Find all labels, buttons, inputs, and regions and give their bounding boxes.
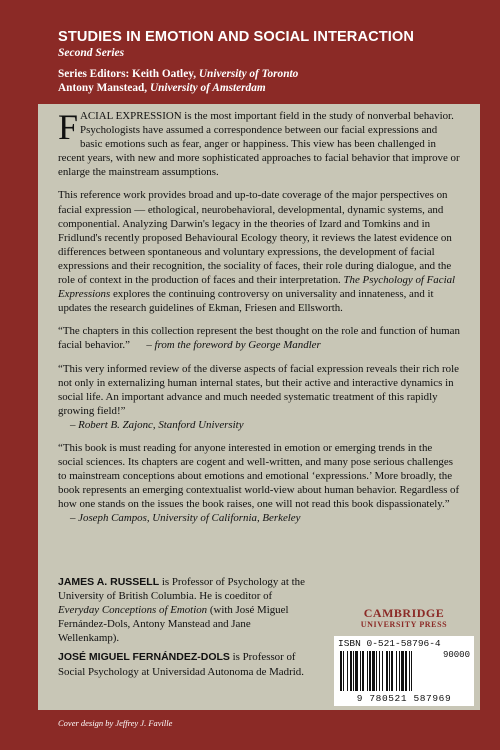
quote-mandler	[58, 324, 460, 352]
barcode-bar	[347, 651, 348, 691]
barcode-bar	[372, 651, 375, 691]
editors-line-2	[58, 81, 298, 95]
barcode-bar	[355, 651, 358, 691]
barcode-icon	[340, 651, 436, 691]
barcode-bar	[382, 651, 383, 691]
author2-bio-text: is Professor of Social Psychology at Universidad Autonoma de Madrid.	[58, 651, 304, 678]
barcode-bar	[411, 651, 412, 691]
publisher-press: UNIVERSITY PRESS	[360, 620, 448, 629]
barcode-bar	[379, 651, 380, 691]
barcode-bar	[367, 651, 368, 691]
editor2-name: Antony Manstead,	[58, 82, 150, 94]
publisher-logo	[334, 606, 474, 629]
barcode-bar	[396, 651, 397, 691]
series-subtitle: Second Series	[58, 47, 125, 59]
editor1-affiliation: University of Toronto	[198, 68, 299, 80]
barcode-bar	[343, 651, 344, 691]
barcode-bar	[399, 651, 400, 691]
barcode-bar	[389, 651, 390, 691]
quote-campos-text: “This book is must reading for anyone interested in emotion or emerging trends in the social sciences. Its chapters are cogent and well-written, and many pose serious challenges to mainstream conceptions about emotions and emotional ‘expressions.’ More broadly, the book represents an emerging contextualist world-view about human behavior. Regardless of how one stands on the issues the book raises, one will not read this book dispassionately.”	[58, 441, 460, 511]
author-bios	[58, 575, 308, 679]
description-text: This reference work provides broad and up-to-date coverage of the major perspectives on facial expression — ethological, neurobehavioral, developmental, dynamic systems, and componential. Analyzing Darwin's legacy in the theories of Izard and Tomkins and in Fridlund's recently proposed Behavioural Ecology theory, it reviews the latest evidence on differences between spontaneous and voluntary expressions, the development of facial expressions and their recognition, the sociality of faces, their role during dialogue, and the role of context in the production of faces and their interpretation.	[58, 189, 452, 287]
barcode-bar	[405, 651, 407, 691]
description-tail: explores the continuing controversy on universality and innateness, and it updates the research guidelines of Ekman, Friesen and Ellsworth.	[58, 288, 434, 315]
author2-bio	[58, 650, 308, 678]
drop-cap: F	[58, 107, 79, 147]
quote-mandler-text: “The chapters in this collection represent the best thought on the role and function of human facial behavior.”	[58, 325, 460, 352]
quote-zajonc-text: “This very informed review of the diverse aspects of facial expression reveals their rich role not only in externalizing human internal states, but their active and interactive dynamics in social life. An important advance and much needed systematic treatment of this rapidly growing field!”	[58, 362, 459, 417]
quote-campos	[58, 441, 460, 526]
editor2-affiliation: University of Amsterdam	[149, 82, 266, 94]
author1-bio-text: is Professor of Psychology at the University of British Columbia. He is coeditor of	[58, 576, 305, 603]
publisher-name: CAMBRIDGE	[363, 606, 445, 620]
barcode-bar	[391, 651, 393, 691]
series-title: STUDIES IN EMOTION AND SOCIAL INTERACTION	[58, 29, 414, 45]
series-header	[0, 0, 500, 100]
barcode-bar	[376, 651, 377, 691]
author1-bio	[58, 575, 308, 645]
quote-zajonc	[58, 362, 460, 432]
barcode-bar	[369, 651, 371, 691]
barcode-bar	[409, 651, 410, 691]
price-code: 90000	[442, 650, 470, 660]
cover-credit: Cover design by Jeffrey J. Faville	[58, 718, 173, 728]
editors-line-1	[58, 67, 298, 81]
description-paragraph	[58, 188, 460, 315]
intro-text: ACIAL EXPRESSION is the most important field in the study of nonverbal behavior. Psychologists have assumed a correspondence between our facial expressions and basic emotions such as fear, anger or happiness. This view has been challenged in recent years, with new and more sophisticated approaches to facial behavior that improve or enlarge the mainstream assumptions.	[58, 110, 460, 179]
series-editors	[58, 67, 298, 95]
blurb-text	[58, 109, 460, 526]
barcode-bar	[401, 651, 404, 691]
barcode-bar	[386, 651, 388, 691]
editors-label: Series Editors: Keith Oatley,	[58, 68, 199, 80]
author2-name: JOSÉ MIGUEL FERNÁNDEZ-DOLS	[58, 651, 230, 664]
author1-book: Everyday Conceptions of Emotion	[58, 604, 208, 617]
author1-name: JAMES A. RUSSELL	[58, 576, 160, 588]
barcode-bar	[353, 651, 354, 691]
barcode-bar	[350, 651, 352, 691]
barcode-box	[334, 636, 474, 706]
quote-zajonc-attribution: – Robert B. Zajonc, Stanford University	[70, 418, 244, 431]
quote-campos-attribution: – Joseph Campos, University of California, Berkeley	[70, 512, 301, 525]
isbn-number: ISBN 0-521-58796-4	[338, 638, 441, 649]
barcode-bar	[362, 651, 364, 691]
author1-bio-tail: (with José Miguel Fernández-Dols, Antony Manstead and Jane Wellenkamp).	[58, 604, 289, 645]
barcode-bar	[360, 651, 361, 691]
barcode-bar	[340, 651, 342, 691]
quote-mandler-attribution: – from the foreword by George Mandler	[146, 339, 321, 352]
intro-paragraph	[58, 109, 460, 179]
ean-number: 9 780521 587969	[356, 693, 452, 704]
book-title: The Psychology of Facial Expressions	[58, 274, 456, 301]
